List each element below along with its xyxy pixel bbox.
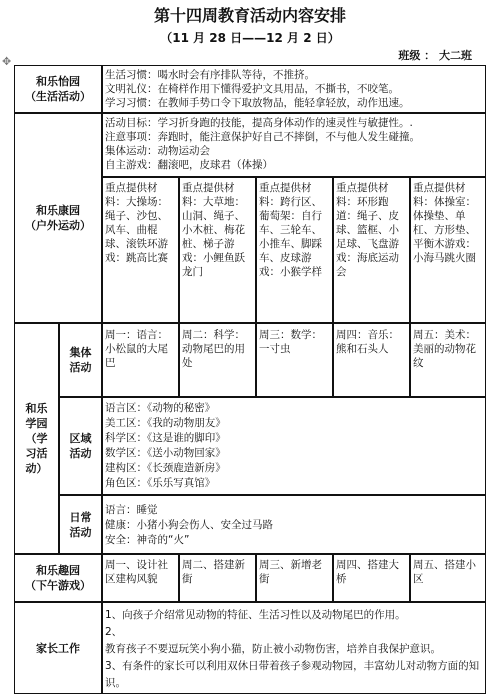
parents-title: 家长工作 <box>36 641 80 655</box>
area-activity-line: 角色区：《乐乐写真馆》 <box>105 477 216 489</box>
health-column-4: 重点提供材料：环形跑道：绳子、皮球、篮框、小足球、飞盘游戏：海底运动会 <box>336 182 399 278</box>
group-day-wed: 周三：数学：一寸虫 <box>259 329 322 355</box>
daily-activity-line: 健康：小猪小狗会伤人、安全过马路 <box>105 519 273 531</box>
health-column-1: 重点提供材料：大操场：绳子、沙包、风车、曲棍球、滚铁环游戏：跳高比赛 <box>105 182 168 264</box>
daily-activity-label <box>59 495 102 554</box>
daily-activity-line: 安全：神奇的“火” <box>105 534 190 546</box>
fun-garden-title-line2: （下午游戏） <box>25 579 91 592</box>
happy-garden-title <box>14 65 102 113</box>
area-activity-label-line1: 区域 <box>69 432 92 445</box>
health-column-2: 重点提供材料：大草地：山洞、绳子、小木桩、梅花桩、梯子游戏：小鲤鱼跃龙门 <box>182 182 245 278</box>
happy-garden-line: 生活习惯：喝水时会有序排队等待，不推挤。 <box>105 69 315 81</box>
group-day-tue: 周二：科学：动物尾巴的用处 <box>182 329 245 369</box>
parents-line: 3、有条件的家长可以利用双休日带着孩子参观动物园，丰富幼儿对动物方面的知识。 <box>105 660 480 689</box>
area-activity-content <box>102 399 486 495</box>
health-garden-line: 注意事项：奔跑时，能注意保护好自己不摔倒，不与他人发生碰撞。 <box>105 131 420 143</box>
fun-garden-title <box>14 554 102 602</box>
daily-activity-line: 语言：睡觉 <box>105 504 158 516</box>
happy-garden-line: 文明礼仪：在椅样作用下懂得爱护文具用品，不撕书，不咬笔。 <box>105 83 399 95</box>
area-activity-label-line2: 活动 <box>69 447 92 460</box>
fun-day-fri: 周五、搭建小区 <box>413 559 476 585</box>
health-garden-info <box>102 114 486 178</box>
health-garden-title-line2: （户外运动） <box>25 219 91 232</box>
learn-garden-title-line3: （学 <box>25 432 48 445</box>
schedule-table <box>14 65 486 695</box>
group-day-mon: 周一：语言：小松鼠的大尾巴 <box>105 329 168 369</box>
parents-line: 2、 <box>105 626 123 638</box>
fun-garden-title-line1: 和乐趣园 <box>36 564 80 577</box>
health-garden-title <box>14 113 102 323</box>
health-column-3: 重点提供材料：跨行区、葡萄架：自行车、三轮车、小推车、脚踩车、皮球游戏：小猴学样 <box>259 182 322 278</box>
learn-garden-title-line5: 动） <box>25 462 48 475</box>
health-garden-line: 自主游戏：翻滚吧，皮球君（体操） <box>105 159 273 171</box>
fun-day-tue: 周二、搭建新街 <box>182 559 245 585</box>
group-day-thu: 周四：音乐：熊和石头人 <box>336 329 399 355</box>
happy-garden-content <box>102 66 486 114</box>
learn-garden-title-line1: 和乐 <box>25 402 48 415</box>
happy-garden-title-line1: 和乐怡园 <box>36 75 80 88</box>
parents-line: 教育孩子不要逗玩笑小狗小猫，防止被小动物伤害，培养自我保护意识。 <box>105 643 441 655</box>
health-garden-title-line1: 和乐康园 <box>36 204 80 217</box>
happy-garden-title-line2: （生活活动） <box>25 90 91 103</box>
fun-day-wed: 周三、新增老街 <box>259 559 322 585</box>
happy-garden-line: 学习习惯：在教师手势口令下取放物品，能轻拿轻放，动作迅速。 <box>105 97 410 109</box>
area-activity-line: 科学区：《这是谁的脚印》 <box>105 432 226 444</box>
group-day-fri: 周五：美术：美丽的动物花纹 <box>413 329 476 369</box>
health-garden-line: 活动目标：学习折身跑的技能，提高身体动作的速灵性与敏捷性。. <box>105 117 413 129</box>
daily-activity-label-line1: 日常 <box>69 510 92 524</box>
group-activity-label-line2: 活动 <box>69 361 92 374</box>
area-activity-label <box>59 397 102 495</box>
learn-garden-title-line2: 学园 <box>25 417 48 430</box>
daily-activity-content <box>102 501 486 553</box>
group-activity-label-line1: 集体 <box>69 346 92 359</box>
learn-garden-title <box>14 323 59 554</box>
document-title: 第十四周教育活动内容安排 <box>153 6 346 25</box>
daily-activity-label-line2: 活动 <box>69 525 92 539</box>
fun-day-thu: 周四、搭建大桥 <box>336 559 399 585</box>
learn-garden-title-line4: 习活 <box>25 447 48 460</box>
class-label: 班级 ： 大二班 <box>398 49 472 62</box>
health-column-5: 重点提供材料：体操室：体操垫、单杠、方形垫、平衡木游戏：小海马跳火圈 <box>413 182 476 264</box>
area-activity-line: 美工区：《我的动物朋友》 <box>105 417 226 429</box>
group-activity-label <box>59 323 102 397</box>
parents-content <box>102 605 486 693</box>
parents-line: 1、向孩子介绍常见动物的特征、生活习性以及动物尾巴的作用。 <box>105 609 406 621</box>
move-handle-icon[interactable]: ✥ <box>2 55 12 68</box>
document-subtitle: （11 月 28 日——12 月 2 日） <box>160 31 340 45</box>
health-garden-line: 集体运动：动物运动会 <box>105 145 210 157</box>
area-activity-line: 语言区：《动物的秘密》 <box>105 402 216 414</box>
area-activity-line: 数学区：《送小动物回家》 <box>105 447 226 459</box>
fun-day-mon: 周一、设计社区建构风貌 <box>105 559 168 585</box>
area-activity-line: 建构区：《长颈鹿造新房》 <box>105 462 226 474</box>
